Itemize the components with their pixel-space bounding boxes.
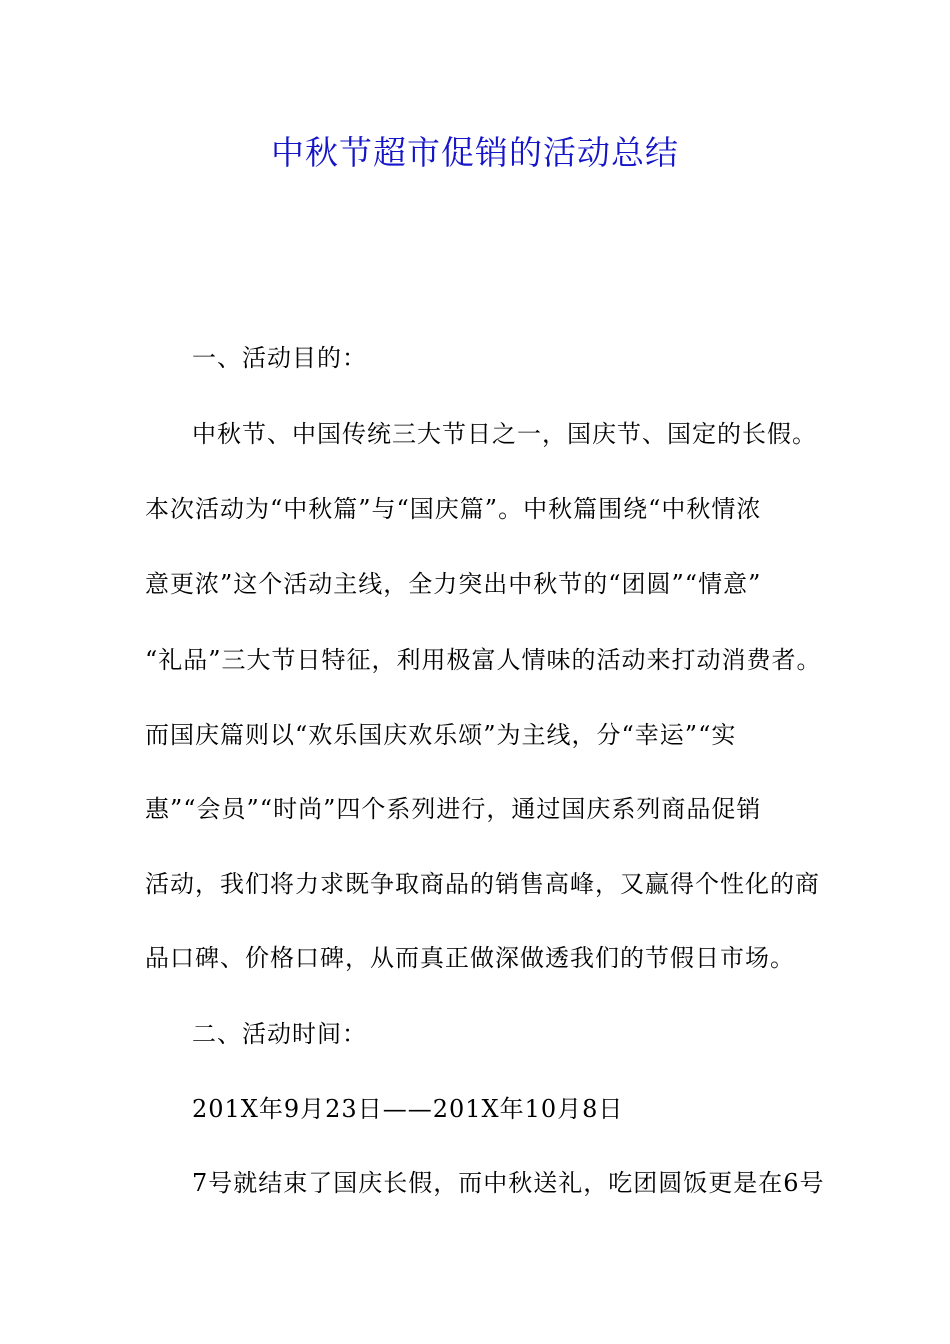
paragraph-line: “礼品”三大节日特征，利用极富人情味的活动来打动消费者。 [145,646,822,674]
document-title: 中秋节超市促销的活动总结 [271,133,679,172]
section-heading-time: 二、活动时间： [192,1020,367,1048]
paragraph-line: 本次活动为“中秋篇”与“国庆篇”。中秋篇围绕“中秋情浓 [145,495,762,523]
paragraph-line: 而国庆篇则以“欢乐国庆欢乐颂”为主线，分“幸运”“实 [145,721,737,749]
paragraph-line: 7号就结束了国庆长假，而中秋送礼，吃团圆饭更是在6号 [192,1169,825,1197]
date-range-line: 201X年9月23日——201X年10月8日 [192,1095,624,1123]
paragraph-line: 意更浓”这个活动主线，全力突出中秋节的“团圆”“情意” [145,570,762,598]
paragraph-line: 惠”“会员”“时尚”四个系列进行，通过国庆系列商品促销 [145,795,762,823]
paragraph-line: 品口碑、价格口碑，从而真正做深做透我们的节假日市场。 [145,944,795,972]
section-heading-purpose: 一、活动目的： [192,344,367,372]
paragraph-line: 活动，我们将力求既争取商品的销售高峰，又赢得个性化的商 [145,870,820,898]
paragraph-line: 中秋节、中国传统三大节日之一，国庆节、国定的长假。 [192,420,817,448]
